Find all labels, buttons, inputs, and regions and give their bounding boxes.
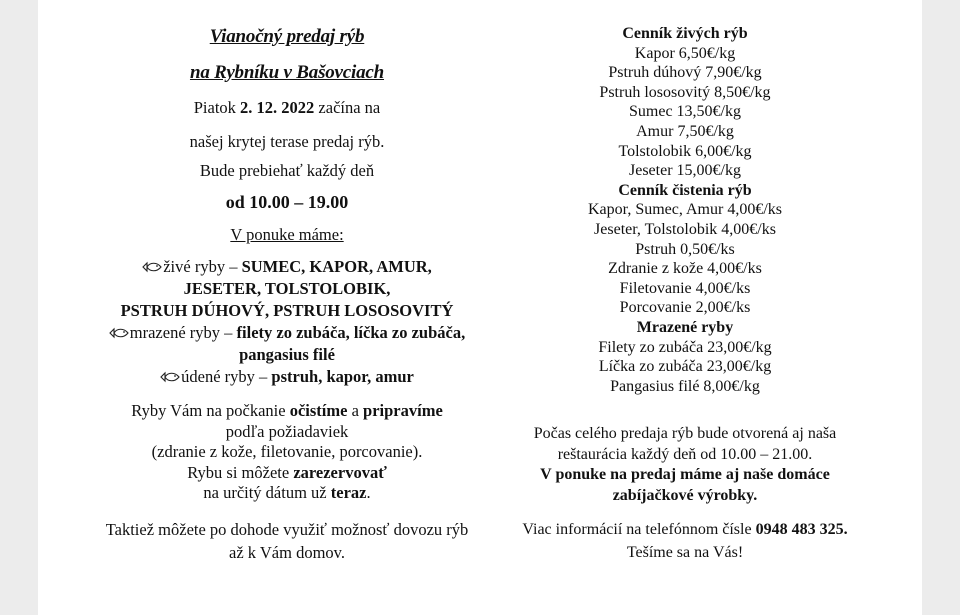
price-item: Filety zo zubáča 23,00€/kg — [598, 338, 772, 356]
delivery-block — [60, 518, 514, 564]
intro-line: Piatok 2. 12. 2022 začína na — [193, 98, 381, 117]
price-item: Kapor 6,50€/kg — [634, 44, 736, 62]
price-item: Sumec 13,50€/kg — [629, 103, 741, 121]
preparation-block — [60, 401, 514, 504]
fish-icon — [109, 327, 129, 339]
contact-block — [485, 518, 885, 564]
price-item: Porcovanie 2,00€/ks — [619, 299, 751, 317]
prep-line-5: na určitý dátum už teraz. — [203, 483, 371, 502]
price-item: Kapor, Sumec, Amur 4,00€/ks — [587, 201, 782, 219]
offer-heading: V ponuke máme: — [230, 225, 344, 244]
prep-line-3: (zdranie z kože, filetovanie, porcovanie). — [151, 442, 423, 461]
price-item: Jeseter 15,00€/kg — [629, 162, 741, 180]
sale-date: 2. 12. 2022 — [240, 98, 315, 117]
restaurant-block — [485, 424, 885, 506]
restaurant-line-1: Počas celého predaja rýb bude otvorená aj naša — [533, 425, 837, 442]
offer-smoked-line: údené ryby – pstruh, kapor, amur — [60, 366, 514, 388]
price-item: Pangasius filé 8,00€/kg — [610, 377, 760, 395]
products-line-1: V ponuke na predaj máme aj naše domáce — [540, 466, 830, 483]
offer-frozen-line: mrazené ryby – filety zo zubáča, líčka zo zubáča, — [60, 322, 514, 344]
delivery-line-1: Taktiež môžete po dohode využiť možnosť dovozu rýb — [105, 520, 469, 539]
live-prices-heading: Cenník živých rýb — [622, 25, 748, 42]
offer-live-line: živé ryby – SUMEC, KAPOR, AMUR, — [60, 256, 514, 278]
price-item: Jeseter, Tolstolobik 4,00€/ks — [594, 220, 776, 238]
price-lists — [485, 24, 885, 396]
offer-live-line-2: JESETER, TOLSTOLOBIK, — [183, 279, 391, 298]
products-line-2: zabíjačkové výrobky. — [612, 486, 758, 504]
price-item: Pstruh dúhový 7,90€/kg — [608, 64, 762, 82]
price-item: Pstruh lososovitý 8,50€/kg — [599, 83, 771, 101]
offer-live-line-3: PSTRUH DÚHOVÝ, PSTRUH LOSOSOVITÝ — [120, 301, 454, 320]
frozen-prices-heading: Mrazené ryby — [636, 318, 734, 336]
opening-hours: od 10.00 – 19.00 — [225, 192, 349, 212]
title-line-2: na Rybníku v Bašovciach — [189, 62, 385, 83]
prep-line-2: podľa požiadaviek — [225, 421, 349, 441]
phone-number: 0948 483 325. — [755, 521, 848, 538]
fish-icon — [160, 371, 180, 383]
price-item: Filetovanie 4,00€/ks — [619, 279, 751, 297]
price-item: Líčka zo zubáča 23,00€/kg — [598, 358, 772, 376]
restaurant-line-2: reštaurácia každý deň od 10.00 – 21.00. — [557, 445, 813, 463]
price-item: Tolstolobik 6,00€/kg — [618, 142, 752, 160]
cleaning-prices-heading: Cenník čistenia rýb — [618, 181, 752, 199]
fish-icon — [142, 261, 162, 273]
terrace-line: našej krytej terase predaj rýb. — [189, 132, 385, 151]
prep-line-4: Rybu si môžete zarezervovať — [187, 462, 387, 482]
prep-line-1: Ryby Vám na počkanie očistíme a pripravíme — [131, 401, 443, 420]
offer-frozen-line-2: pangasius filé — [239, 345, 335, 364]
title-line-1: Vianočný predaj rýb — [209, 26, 365, 47]
delivery-line-2: až k Vám domov. — [229, 543, 345, 562]
flyer-page — [38, 0, 922, 615]
daily-line: Bude prebiehať každý deň — [199, 161, 375, 180]
offer-list — [60, 256, 514, 388]
price-item: Pstruh 0,50€/ks — [635, 240, 735, 258]
contact-line: Viac informácií na telefónnom čísle 0948 483 325. — [522, 521, 848, 538]
price-item: Amur 7,50€/kg — [636, 122, 734, 140]
price-item: Zdranie z kože 4,00€/ks — [608, 260, 762, 278]
closing-line: Tešíme sa na Vás! — [626, 544, 744, 561]
